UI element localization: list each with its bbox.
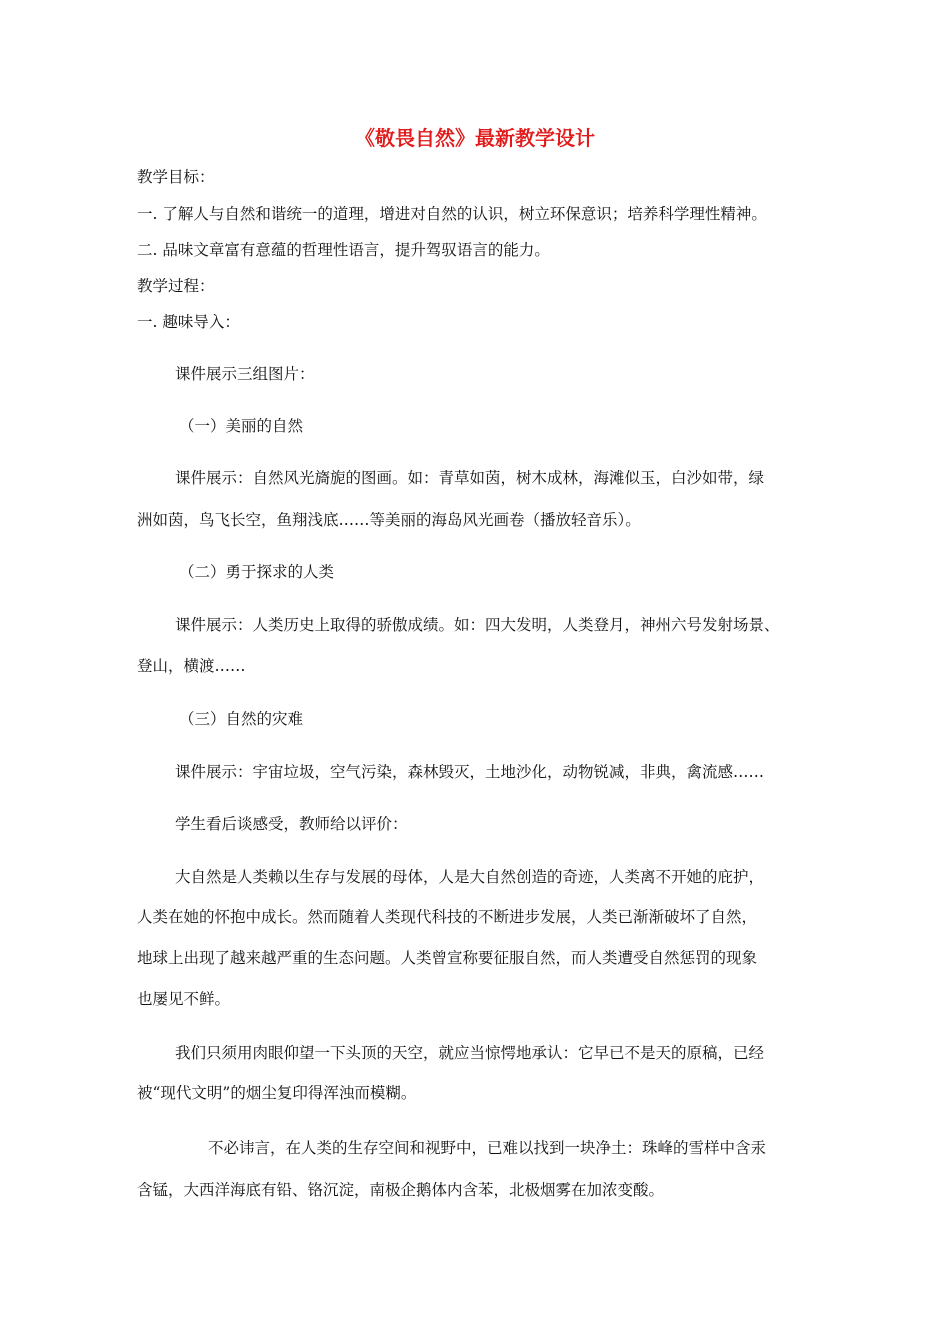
group-heading: （三）自然的灾难 (179, 710, 304, 728)
paragraph-line: 不必讳言，在人类的生存空间和视野中，已难以找到一块净土：珠峰的雪样中含汞 (208, 1139, 767, 1157)
paragraph-line: 洲如茵，鸟飞长空，鱼翔浅底……等美丽的海岛风光画卷（播放轻音乐）。 (137, 511, 641, 529)
paragraph-line: 也屡见不鲜。 (137, 990, 231, 1008)
paragraph-line: 课件展示三组图片： (175, 365, 315, 383)
paragraph-line: 登山，横渡…… (137, 657, 246, 675)
paragraph-line: 课件展示：人类历史上取得的骄傲成绩。如：四大发明，人类登月，神州六号发射场景、 (175, 616, 780, 634)
paragraph-line: 我们只须用肉眼仰望一下头顶的天空，就应当惊愕地承认：它早已不是天的原稿，已经 (175, 1044, 765, 1062)
section-heading-objectives: 教学目标： (137, 168, 215, 186)
document-title: 《敬畏自然》最新教学设计 (355, 126, 595, 150)
paragraph-line: 被“现代文明”的烟尘复印得浑浊而模糊。 (137, 1084, 417, 1102)
paragraph-line: 人类在她的怀抱中成长。然而随着人类现代科技的不断进步发展，人类已渐渐破坏了自然， (137, 908, 758, 926)
paragraph-line: 含锰，大西洋海底有铅、铬沉淀，南极企鹅体内含苯，北极烟雾在加浓变酸。 (137, 1181, 665, 1199)
subsection-heading: 一. 趣味导入： (137, 313, 240, 331)
paragraph-line: 地球上出现了越来越严重的生态问题。人类曾宣称要征服自然，而人类遭受自然惩罚的现象 (137, 949, 758, 967)
section-heading-process: 教学过程： (137, 277, 215, 295)
objective-line: 二. 品味文章富有意蕴的哲理性语言，提升驾驭语言的能力。 (137, 241, 550, 259)
group-heading: （二）勇于探求的人类 (179, 563, 335, 581)
paragraph-line: 大自然是人类赖以生存与发展的母体，人是大自然创造的奇迹，人类离不开她的庇护， (175, 868, 765, 886)
group-heading: （一）美丽的自然 (179, 417, 304, 435)
objective-line: 一. 了解人与自然和谐统一的道理，增进对自然的认识，树立环保意识；培养科学理性精神。 (137, 205, 767, 223)
paragraph-line: 学生看后谈感受，教师给以评价： (175, 815, 408, 833)
paragraph-line: 课件展示：宇宙垃圾，空气污染，森林毁灭，土地沙化，动物锐减，非典，禽流感…… (175, 763, 765, 781)
paragraph-line: 课件展示：自然风光旖旎的图画。如：青草如茵，树木成林，海滩似玉，白沙如带，绿 (175, 469, 765, 487)
